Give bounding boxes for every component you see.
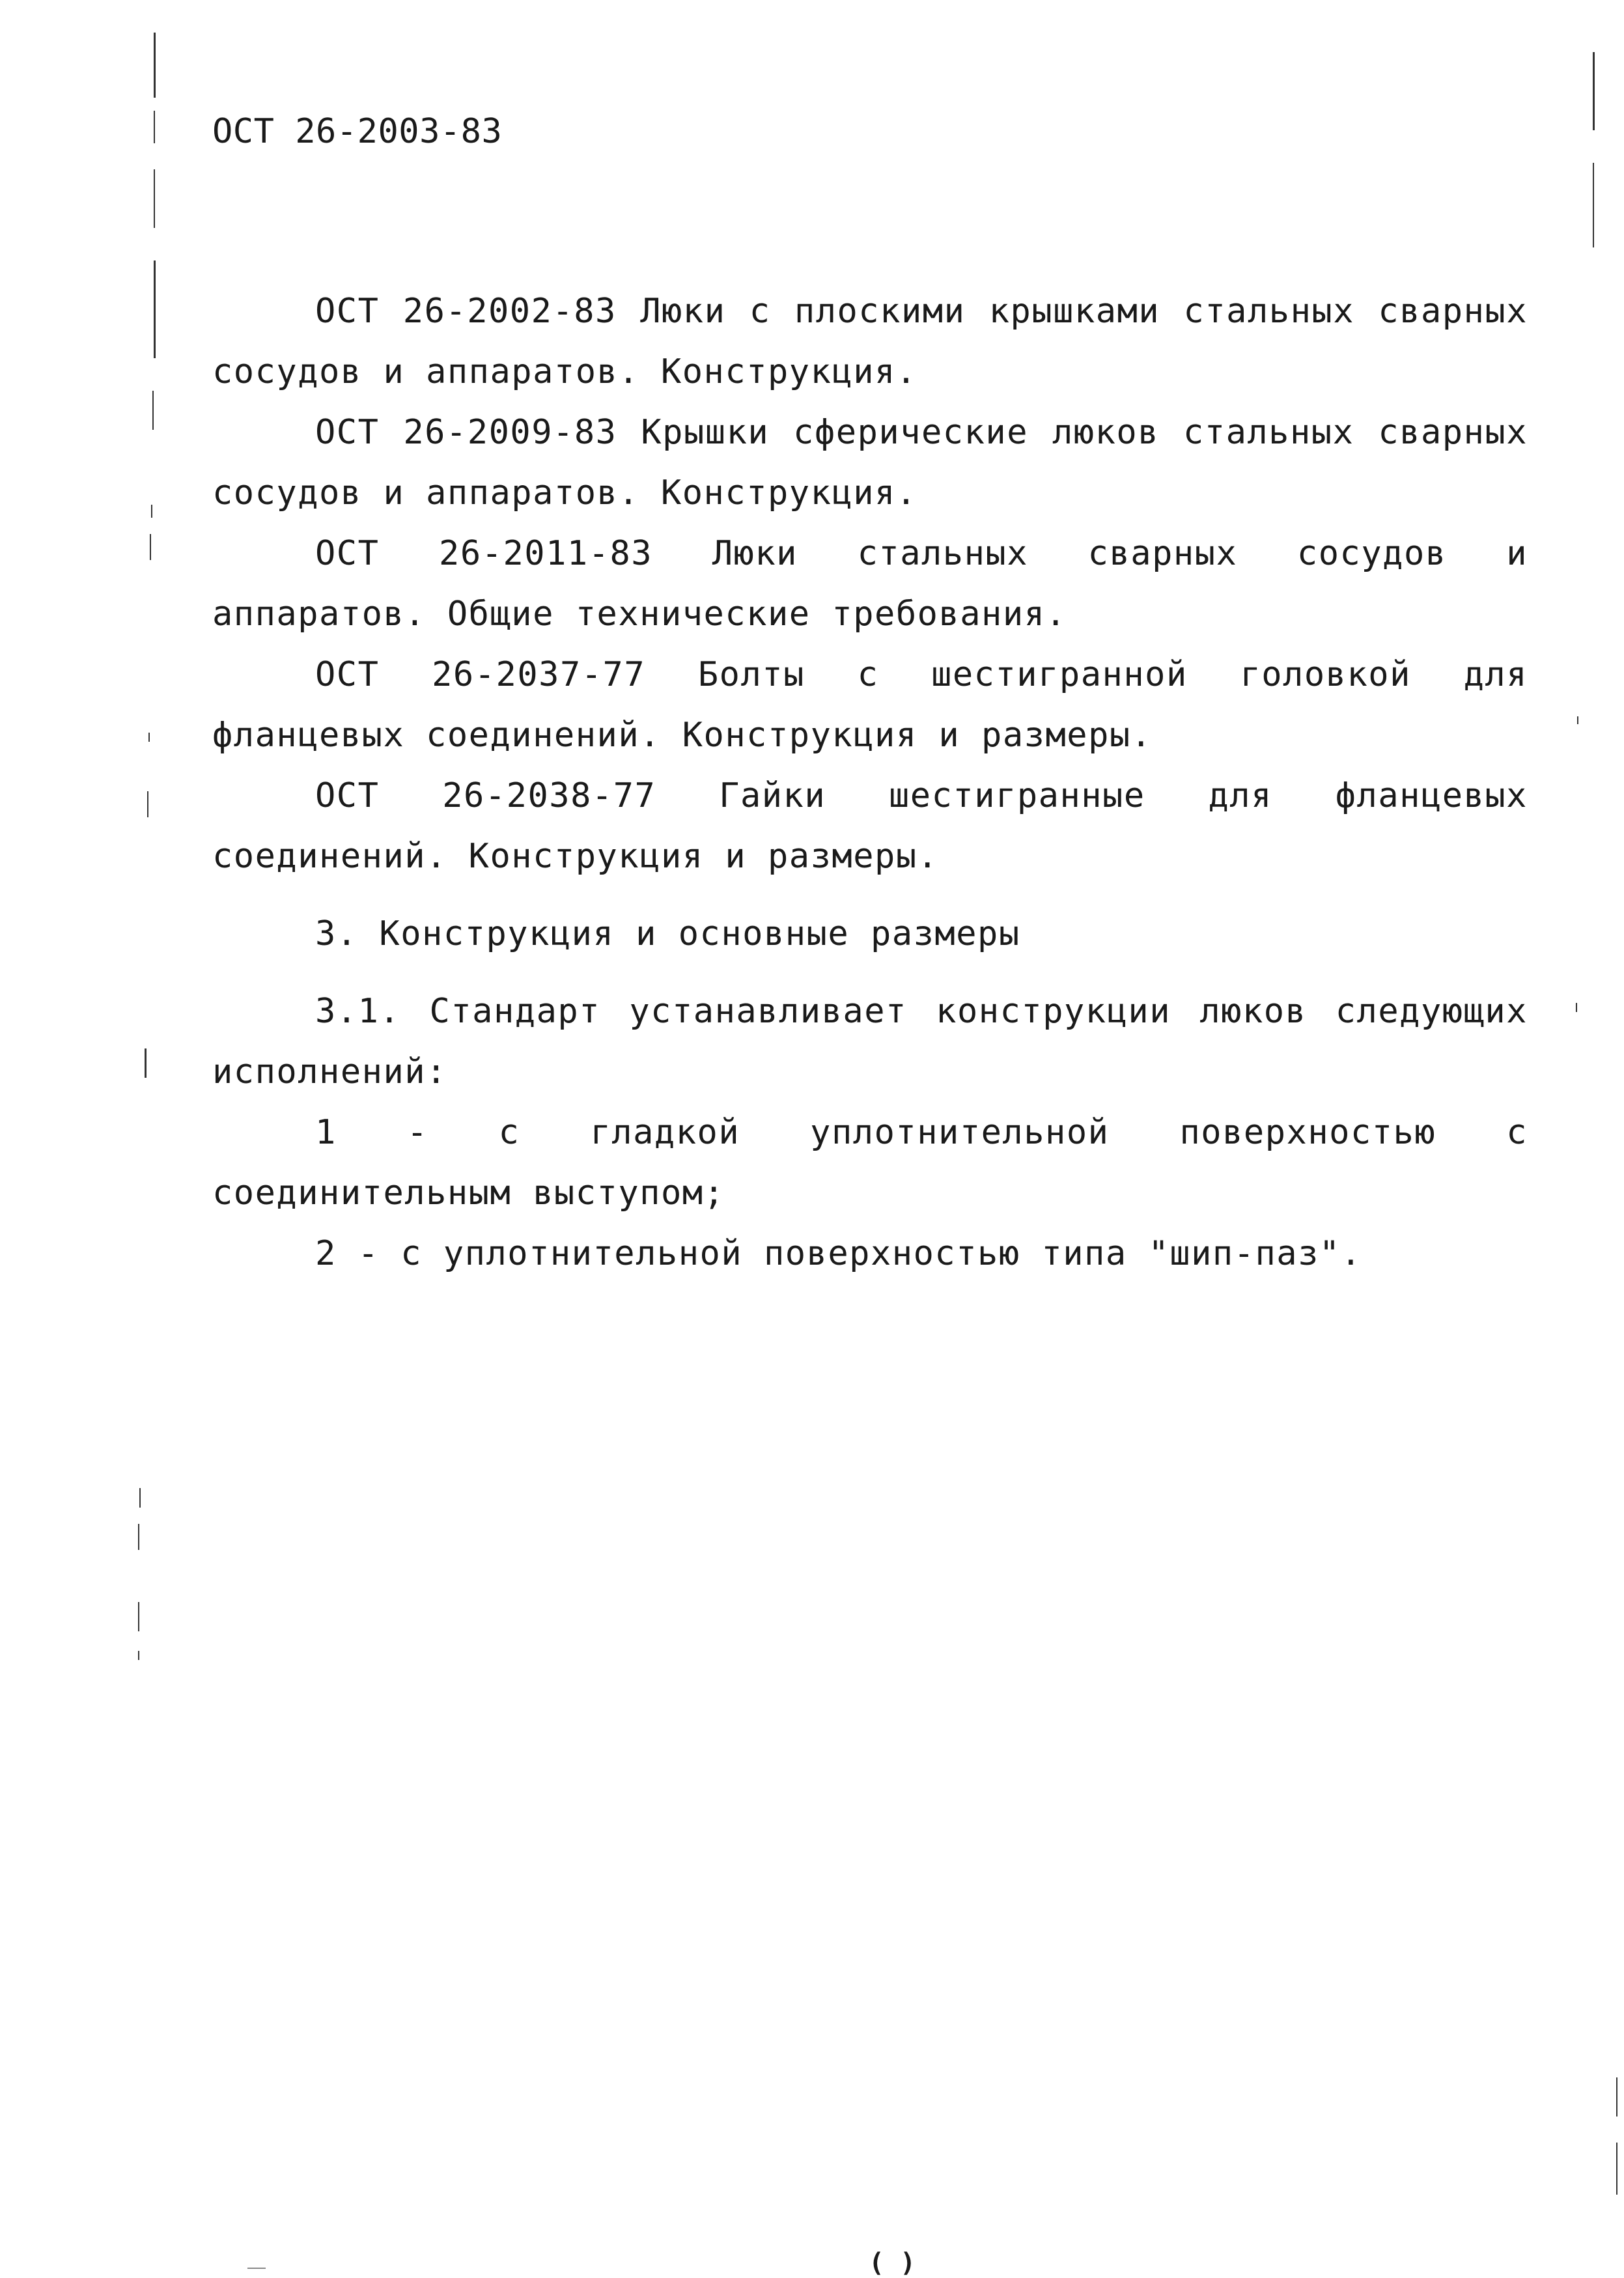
reference-paragraph: ОСТ 26-2002-83 Люки с плоскими крышками стальных сварных сосудов и аппаратов. Конструкция. (212, 292, 1528, 391)
section-heading: 3. Конструкция и основные размеры (315, 914, 1020, 953)
scan-mark (1616, 2077, 1617, 2116)
document-body (212, 281, 1528, 1284)
scan-mark (147, 791, 148, 817)
scan-mark (1593, 163, 1594, 247)
page-footer-mark: ( ) (869, 2248, 916, 2278)
clause-paragraph: 3.1. Стандарт устанавливает конструкции люков следующих исполнений: (212, 992, 1528, 1091)
scan-mark (138, 1602, 139, 1631)
scan-mark (151, 505, 152, 518)
scan-mark (148, 733, 150, 742)
scan-mark (145, 1048, 147, 1078)
scan-mark (1577, 716, 1578, 724)
scan-mark (139, 1488, 141, 1508)
scan-mark (138, 1651, 139, 1660)
scan-mark (154, 260, 156, 358)
reference-paragraph: ОСТ 26-2037-77 Болты с шестигранной головкой для фланцевых соединений. Конструкция и размеры. (212, 655, 1528, 755)
list-item: 2 - с уплотнительной поверхностью типа "шип-паз". (315, 1234, 1362, 1273)
scan-mark (154, 169, 155, 228)
scan-mark (138, 1524, 139, 1550)
scan-mark (1616, 2143, 1617, 2195)
scan-mark (154, 111, 155, 143)
reference-paragraph: ОСТ 26-2011-83 Люки стальных сварных сосудов и аппаратов. Общие технические требования. (212, 534, 1528, 634)
list-item: 1 - с гладкой уплотнительной поверхностью с соединительным выступом; (212, 1113, 1528, 1213)
scan-mark (1576, 1003, 1577, 1012)
scan-mark (152, 391, 154, 430)
reference-paragraph: ОСТ 26-2009-83 Крышки сферические люков стальных сварных сосудов и аппаратов. Конструкция. (212, 413, 1528, 513)
scan-mark (150, 534, 151, 560)
scan-mark (247, 2268, 266, 2269)
reference-paragraph: ОСТ 26-2038-77 Гайки шестигранные для фланцевых соединений. Конструкция и размеры. (212, 776, 1528, 876)
document-code: ОСТ 26-2003-83 (212, 112, 503, 151)
scan-mark (154, 33, 156, 98)
scan-mark (1593, 52, 1595, 130)
